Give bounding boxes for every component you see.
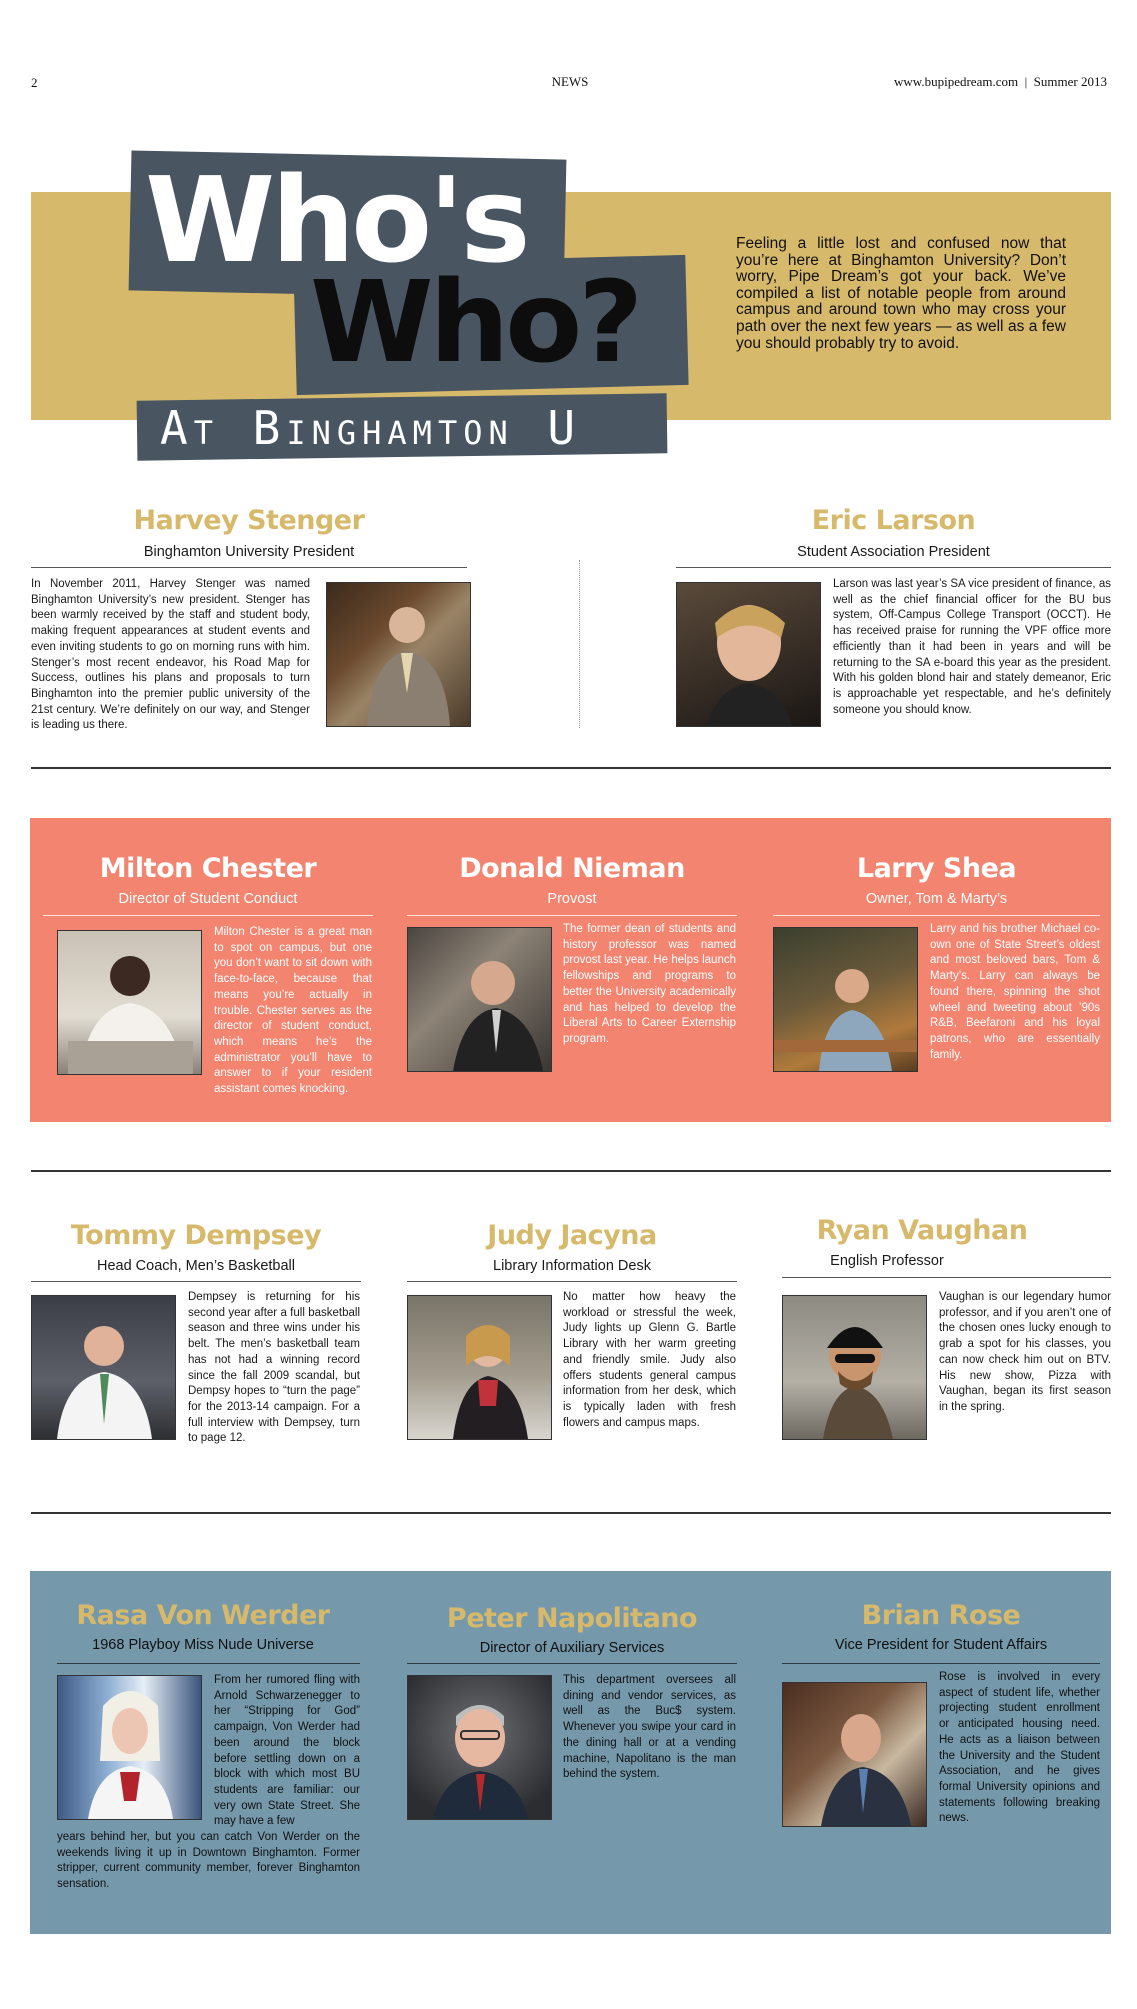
profile-role: English Professor: [830, 1253, 944, 1269]
photo-eric-larson: [676, 582, 821, 727]
profile-rule: [782, 1663, 1100, 1664]
profile-role: Binghamton University President: [143, 544, 355, 560]
profile-rule: [676, 567, 1111, 568]
profile-rule: [407, 1663, 737, 1664]
person-silhouette-icon: [32, 1296, 175, 1439]
profile-name: Tommy Dempsey: [70, 1220, 322, 1251]
profile-role: 1968 Playboy Miss Nude Universe: [92, 1637, 314, 1653]
photo-milton-chester: [57, 930, 202, 1075]
person-silhouette-icon: [58, 1676, 201, 1819]
profile-rule: [773, 915, 1100, 916]
profile-role: Provost: [547, 891, 597, 907]
profile-bio: Dempsey is returning for his second year after a full basketball season and three wins under his belt. The men’s basketball team has not had a winning record since the fall 2009 scandal, but Dempsy hopes to “turn the page” for the 2013-14 campaign. For a full interview with Dempsey, turn to page 12.: [188, 1291, 360, 1445]
profile-name: Peter Napolitano: [446, 1603, 698, 1634]
column-divider: [579, 560, 580, 728]
profile-name: Larry Shea: [856, 853, 1017, 884]
profile-name: Milton Chester: [99, 853, 317, 884]
section-divider: [31, 1512, 1111, 1514]
photo-harvey-stenger: [326, 582, 471, 727]
photo-brian-rose: [782, 1682, 927, 1827]
person-silhouette-icon: [327, 583, 470, 726]
profile-role: Director of Student Conduct: [118, 891, 298, 907]
banner-subtitle: At Binghamton U: [160, 401, 582, 455]
photo-peter-napolitano: [407, 1675, 552, 1820]
banner-intro: Feeling a little lost and confused now that you’re here at Binghamton University? Don’t worry, Pipe Dream’s got your back. We’ve compiled a list of notable people from around campus and around town who may cross your path over the next few years — as well as a few you should probably try to avoid.: [736, 235, 1066, 352]
person-silhouette-icon: [783, 1683, 926, 1826]
profile-bio: No matter how heavy the workload or stressful the week, Judy lights up Glenn G. Bartle Library with her warm greeting and friendly smile. Judy also offers students general campus information from her desk, which is typically laden with fresh flowers and campus maps.: [563, 1291, 736, 1429]
profile-rule: [407, 1281, 737, 1282]
profile-rule: [43, 915, 373, 916]
profile-bio: Rose is involved in every aspect of student life, whether projecting student enrollment or anticipated housing need. He acts as a liaison between the University and the Student Association, and he gives formal University opinions and statements following breaking news.: [939, 1671, 1100, 1825]
profile-role: Vice President for Student Affairs: [834, 1637, 1048, 1653]
person-silhouette-icon: [408, 928, 551, 1071]
profile-bio: Larry and his brother Michael co-own one of State Street’s oldest and most beloved bars, Tom & Marty’s. Larry can always be found there, spinning the shot wheel and tweeting about ’90s R&B, Beefaroni and his loyal patrons, who are essentially family.: [930, 923, 1100, 1061]
profile-bio: The former dean of students and history professor was named provost last year. He helps launch fellowships and programs to better the University academically and has helped to develop the Liberal Arts to Career Externship program.: [563, 923, 736, 1045]
section-divider: [31, 1170, 1111, 1172]
section-divider: [31, 767, 1111, 769]
photo-tommy-dempsey: [31, 1295, 176, 1440]
profile-name: Donald Nieman: [459, 853, 685, 884]
profile-role: Owner, Tom & Marty’s: [865, 891, 1008, 907]
section-label: NEWS: [551, 74, 589, 89]
profile-bio: This department oversees all dining and vendor services, as well as the Buc$ system. Whenever you swipe your card in the dining hall or at a vending machine, Napolitano is the man behind the system.: [563, 1674, 736, 1781]
person-silhouette-icon: [774, 928, 917, 1071]
profile-bio-continued: years behind her, but you can catch Von Werder on the weekends living it up in Downtown Binghamton. Former stripper, current community member, forever Binghamton sensation.: [57, 1831, 360, 1891]
photo-larry-shea: [773, 927, 918, 1072]
profile-name: Harvey Stenger: [133, 505, 365, 536]
profile-name: Eric Larson: [811, 505, 976, 536]
photo-ryan-vaughan: [782, 1295, 927, 1440]
profile-rule: [57, 1663, 360, 1664]
profile-name: Rasa Von Werder: [76, 1600, 330, 1631]
profile-bio: Milton Chester is a great man to spot on campus, but one you don’t want to sit down with face-to-face, because that means you’re actually in trouble. Chester serves as the director of student conduct, which means he’s the administrator you’ll have to answer to if your resident assistant comes knocking.: [214, 926, 372, 1096]
profile-rule: [407, 915, 737, 916]
banner-title-line1: Who's: [145, 151, 527, 289]
profile-name: Judy Jacyna: [487, 1220, 657, 1251]
profile-bio: Vaughan is our legendary humor professor, and if you aren’t one of the chosen ones lucky enough to grab a spot for his classes, you can now check him out on BTV. His new show, Pizza with Vaughan, began its first season in the spring.: [939, 1291, 1111, 1413]
profile-role: Head Coach, Men’s Basketball: [96, 1258, 295, 1274]
profile-role: Library Information Desk: [493, 1258, 651, 1274]
profile-role: Director of Auxiliary Services: [479, 1640, 665, 1656]
profile-name: Brian Rose: [861, 1600, 1021, 1631]
profile-rule: [782, 1277, 1111, 1278]
photo-donald-nieman: [407, 927, 552, 1072]
profile-bio: In November 2011, Harvey Stenger was named Binghamton University’s new president. Stenger has been warmly received by the staff and student body, making frequent appearances at student events and even inviting students to go on morning runs with him. Stenger’s most recent endeavor, his Road Map for Success, outlines his plans and proposals to turn Binghamton into the premier public university of the 21st century. We’re definitely on our way, and Stenger is leading us there.: [31, 578, 310, 732]
photo-rasa-von-werder: [57, 1675, 202, 1820]
person-silhouette-icon: [408, 1296, 551, 1439]
person-silhouette-icon: [783, 1296, 926, 1439]
site-and-issue: www.bupipedream.com | Summer 2013: [894, 74, 1107, 89]
person-silhouette-icon: [408, 1676, 551, 1819]
photo-judy-jacyna: [407, 1295, 552, 1440]
banner-title-line2: Who?: [310, 258, 640, 388]
profile-bio: From her rumored fling with Arnold Schwarzenegger to her “Stripping for God” campaign, Von Werder had been around the block before settling down on a block with which most BU students are familiar: our very own State Street. She may have a few: [214, 1674, 360, 1828]
profile-rule: [31, 567, 467, 568]
profile-role: Student Association President: [797, 544, 990, 560]
person-silhouette-icon: [58, 931, 201, 1074]
page-number: 2: [31, 75, 38, 90]
profile-bio: Larson was last year’s SA vice president of finance, as well as the chief financial officer for the BU bus system, Off-Campus College Transport (OCCT). He has received praise for running the VPF office more efficiently than it had been in years and will be returning to the SA e-board this year as the president. With his golden blond hair and stately demeanor, Eric is approachable yet respectable, and he’s definitely someone you should know.: [833, 578, 1111, 716]
profile-name: Ryan Vaughan: [816, 1215, 1028, 1246]
profile-rule: [31, 1281, 361, 1282]
person-silhouette-icon: [677, 583, 820, 726]
